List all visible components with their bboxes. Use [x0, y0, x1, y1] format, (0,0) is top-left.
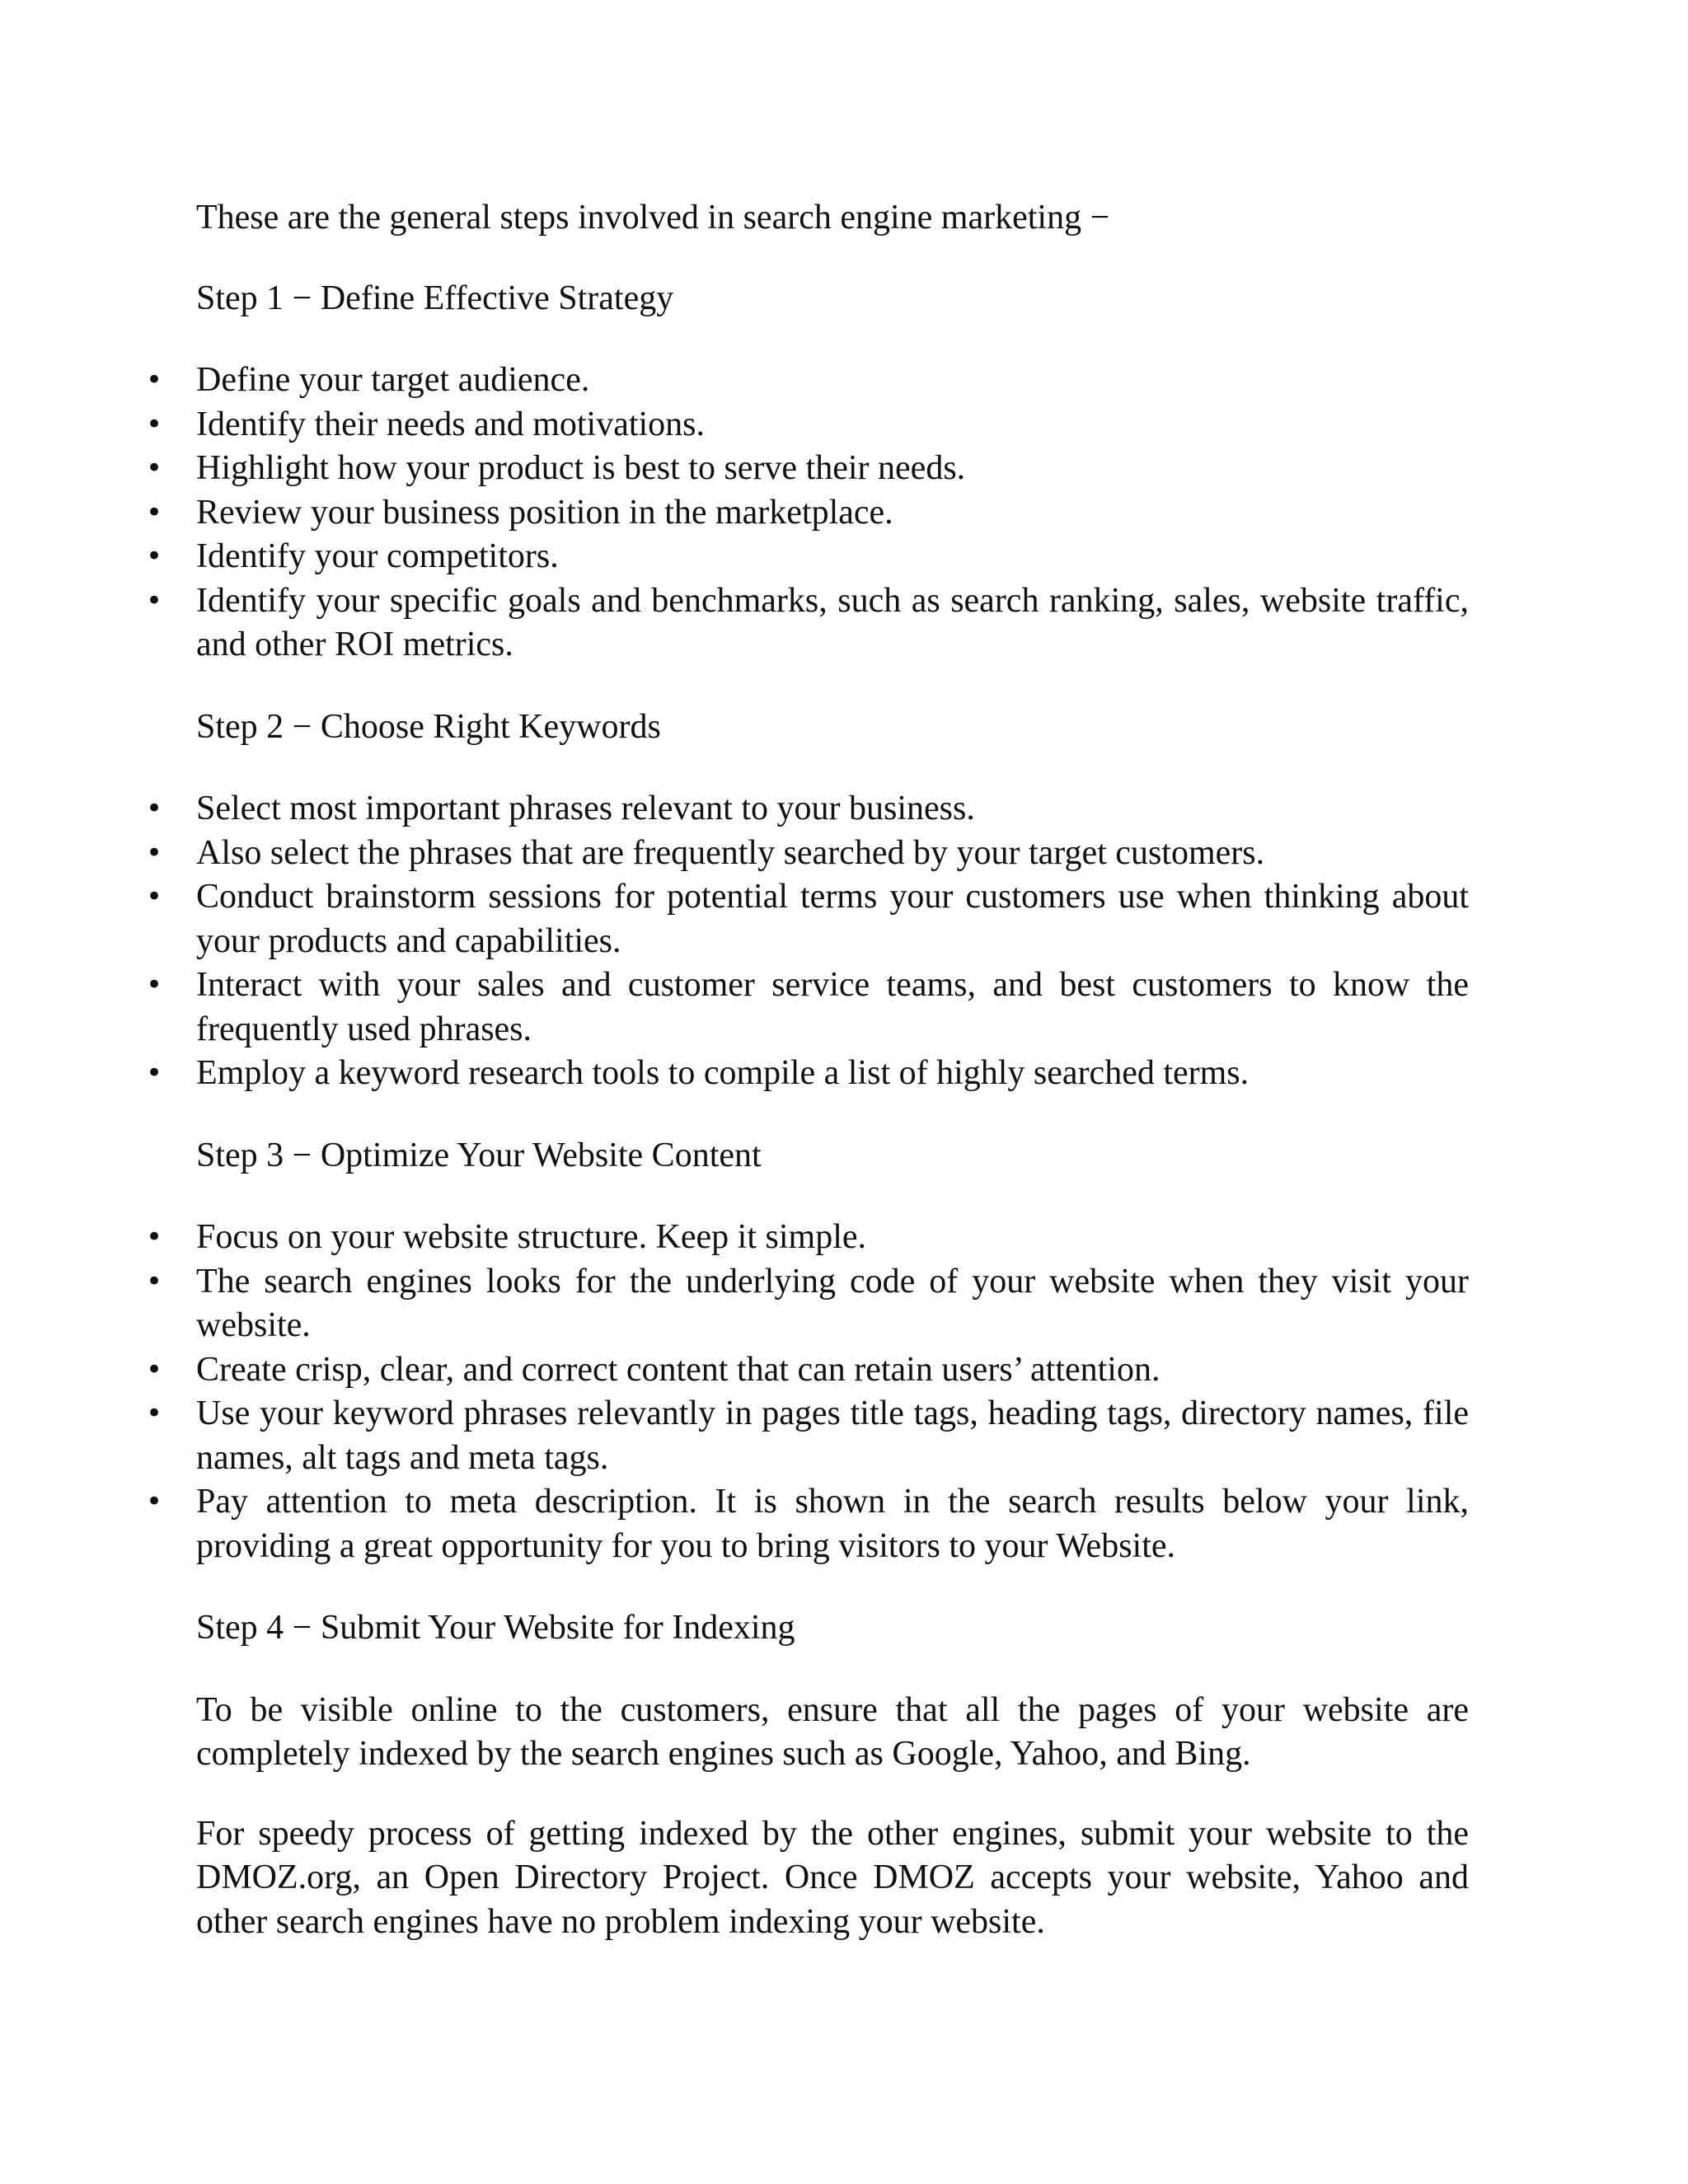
intro-text: These are the general steps involved in search engine marketing − [196, 199, 1110, 237]
bullet-icon: • [146, 1397, 163, 1430]
bullet-icon: • [146, 1221, 163, 1254]
list-item: • Pay attention to meta description. It is shown in the search results below your link, providing a great opportunity for you to bring visitors to your Website. [196, 1480, 1469, 1568]
step-2-list [146, 787, 1469, 1096]
list-item: • Define your target audience. [196, 359, 1469, 403]
list-item: • Interact with your sales and customer service teams, and best customers to know the frequently used phrases. [196, 963, 1469, 1052]
bullet-icon: • [146, 792, 163, 825]
step-1-heading: Step 1 − Define Effective Strategy [196, 279, 674, 317]
list-item: • Create crisp, clear, and correct content that can retain users’ attention. [196, 1348, 1469, 1393]
list-item: • The search engines looks for the underlying code of your website when they visit your website. [196, 1260, 1469, 1348]
bullet-icon: • [146, 407, 163, 441]
list-item: • Focus on your website structure. Keep it simple. [196, 1216, 1469, 1260]
step-3-list [146, 1216, 1469, 1568]
bullet-icon: • [146, 1485, 163, 1518]
bullet-icon: • [146, 1057, 163, 1090]
bullet-icon: • [146, 968, 163, 1001]
document-content [146, 196, 1469, 1980]
list-item: • Identify their needs and motivations. [196, 403, 1469, 448]
step-4-paragraph-2: For speedy process of getting indexed by the other engines, submit your website to the DMOZ.org, an Open Directory Project. Once DMOZ accepts your website, Yahoo and other search engines have no problem indexing your website. [196, 1814, 1469, 1941]
list-item: • Select most important phrases relevant to your business. [196, 787, 1469, 832]
list-item: • Identify your competitors. [196, 535, 1469, 579]
bullet-icon: • [146, 363, 163, 396]
list-item: • Use your keyword phrases relevantly in pages title tags, heading tags, directory names, file names, alt tags and meta tags. [196, 1392, 1469, 1480]
bullet-icon: • [146, 540, 163, 573]
step-1-list [146, 359, 1469, 668]
list-item: • Highlight how your product is best to serve their needs. [196, 447, 1469, 491]
bullet-icon: • [146, 583, 163, 617]
list-item: • Identify your specific goals and benchmarks, such as search ranking, sales, website traffic, and other ROI metrics. [196, 579, 1469, 668]
step-3-heading: Step 3 − Optimize Your Website Content [196, 1136, 762, 1174]
bullet-icon: • [146, 1264, 163, 1298]
bullet-icon: • [146, 880, 163, 913]
step-4-paragraph-1: To be visible online to the customers, ensure that all the pages of your website are completely indexed by the search engines such as Google, Yahoo, and Bing. [196, 1690, 1469, 1773]
bullet-icon: • [146, 452, 163, 485]
bullet-icon: • [146, 836, 163, 869]
bullet-icon: • [146, 1352, 163, 1386]
list-item: • Conduct brainstorm sessions for potential terms your customers use when thinking about your products and capabilities. [196, 875, 1469, 963]
bullet-icon: • [146, 495, 163, 529]
list-item: • Also select the phrases that are frequently searched by your target customers. [196, 832, 1469, 876]
step-2-heading: Step 2 − Choose Right Keywords [196, 707, 661, 746]
list-item: • Review your business position in the marketplace. [196, 491, 1469, 536]
list-item: • Employ a keyword research tools to compile a list of highly searched terms. [196, 1052, 1469, 1096]
step-4-heading: Step 4 − Submit Your Website for Indexing [196, 1609, 795, 1647]
